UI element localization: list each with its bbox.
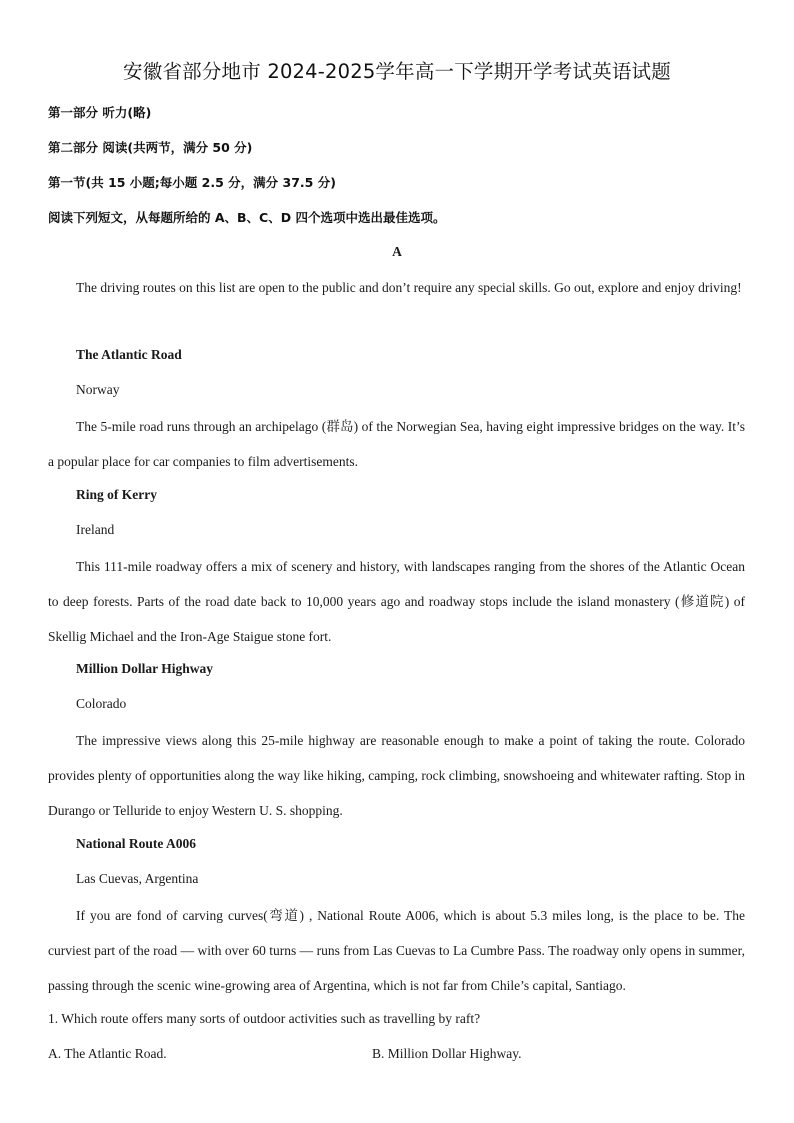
- question-1: 1. Which route offers many sorts of outdoor activities such as travelling by raft?: [48, 1011, 481, 1026]
- option-a: A. The Atlantic Road.: [48, 1046, 167, 1061]
- route-text-national-route-a006: If you are fond of carving curves(弯道) , National Route A006, which is about 5.3 miles long, is the place to be. The curviest part of the road — with over 60 turns — runs from Las Cuevas to La Cumbre Pass. The roadway only opens in summer, passing through the scenic wine-growing area of Argentina, which is not far from Chile’s capital, Santiago.: [48, 908, 745, 993]
- passage-intro: The driving routes on this list are open to the public and don’t require any special skills. Go out, explore and enjoy driving!: [76, 280, 742, 295]
- route-text-atlantic-road: The 5-mile road runs through an archipelago (群岛) of the Norwegian Sea, having eight impressive bridges on the way. It’s a popular place for car companies to film advertisements.: [48, 419, 745, 469]
- option-b: B. Million Dollar Highway.: [372, 1046, 522, 1061]
- passage-label: A: [392, 244, 402, 259]
- section1-heading: 第一节(共 15 小题;每小题 2.5 分，满分 37.5 分): [48, 175, 336, 190]
- route-place-norway: Norway: [76, 382, 120, 397]
- part2-heading: 第二部分 阅读(共两节，满分 50 分): [48, 140, 253, 155]
- route-name-million-dollar-highway: Million Dollar Highway: [76, 661, 214, 676]
- exam-title: 安徽省部分地市 2024-2025学年高一下学期开学考试英语试题: [123, 60, 671, 83]
- route-text-ring-of-kerry: This 111-mile roadway offers a mix of scenery and history, with landscapes ranging from the shores of the Atlantic Ocean to deep forests. Parts of the road date back to 10,000 years ago and roadway stops include the island monastery (修道院) of Skellig Michael and the Iron-Age Staigue stone fort.: [48, 559, 745, 644]
- route-name-national-route-a006: National Route A006: [76, 836, 197, 851]
- route-name-atlantic-road: The Atlantic Road: [76, 347, 182, 362]
- route-text-million-dollar-highway: The impressive views along this 25-mile highway are reasonable enough to make a point of taking the route. Colorado provides plenty of opportunities along the way like hiking, camping, rock climbing, snowshoeing and whitewater rafting. Stop in Durango or Telluride to enjoy Western U. S. shopping.: [48, 733, 745, 818]
- route-name-ring-of-kerry: Ring of Kerry: [76, 487, 157, 502]
- instruction-text: 阅读下列短文，从每题所给的 A、B、C、D 四个选项中选出最佳选项。: [48, 210, 446, 225]
- route-place-ireland: Ireland: [76, 522, 115, 537]
- part1-heading: 第一部分 听力(略): [48, 105, 152, 120]
- route-place-argentina: Las Cuevas, Argentina: [76, 871, 199, 886]
- route-place-colorado: Colorado: [76, 696, 127, 711]
